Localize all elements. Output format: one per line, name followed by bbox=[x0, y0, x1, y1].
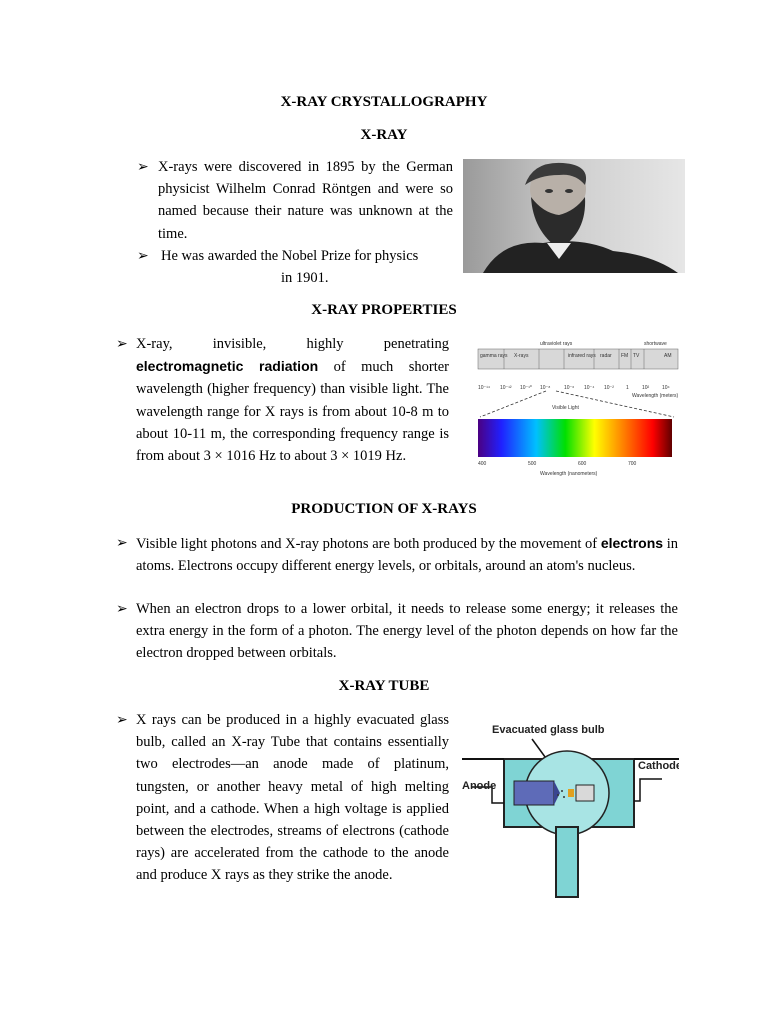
band-gamma: gamma rays bbox=[480, 353, 508, 359]
nm-tick: 400 bbox=[478, 461, 487, 467]
nm-label: Wavelength (nanometers) bbox=[540, 471, 598, 477]
wl-tick: 10⁻² bbox=[604, 385, 614, 391]
properties-text-post: of much shorter wavelength (higher frequency) than visible light. The wavelength range for X rays is from about 10-8 m to about 10-11 m, the corresponding frequency range is from about 3 × 1016 Hz to about 3 × 1019 Hz. bbox=[136, 359, 449, 465]
band-fm: FM bbox=[621, 353, 629, 359]
section-heading-xray: X-RAY bbox=[360, 127, 408, 143]
nm-tick: 500 bbox=[528, 461, 537, 467]
production-electrons: electrons bbox=[600, 535, 664, 551]
band-am: AM bbox=[664, 353, 672, 359]
bulb-label: Evacuated glass bulb bbox=[492, 724, 605, 736]
bullet-arrow-icon: ➢ bbox=[116, 536, 128, 551]
bullet-arrow-icon: ➢ bbox=[137, 160, 149, 175]
production-bullet-1 bbox=[136, 532, 678, 577]
wl-tick: 10² bbox=[642, 385, 650, 391]
band-tv: TV bbox=[633, 353, 640, 359]
wl-tick: 10⁻⁶ bbox=[564, 385, 575, 391]
roentgen-portrait bbox=[463, 159, 685, 273]
xray-discovery-text: X-rays were discovered in 1895 by the German physicist Wilhelm Conrad Röntgen and were so named because their nature was unknown at the time. bbox=[158, 159, 453, 242]
band-ir: infrared rays bbox=[568, 353, 596, 359]
band-shortwave: shortwave bbox=[644, 341, 667, 347]
wl-label: Wavelength (meters) bbox=[632, 393, 679, 399]
properties-text bbox=[136, 333, 449, 467]
wl-tick: 10⁻¹⁰ bbox=[520, 385, 532, 391]
band-xrays: X-rays bbox=[514, 353, 529, 359]
wl-tick: 10⁻¹⁴ bbox=[478, 385, 491, 391]
production-b1-pre: Visible light photons and X-ray photons are both produced by the movement of bbox=[136, 536, 598, 552]
production-b1-post: in atoms. Electrons occupy different energy levels, or orbitals, around an atom's nucleus. bbox=[136, 536, 679, 575]
xray-nobel-year: in 1901. bbox=[281, 270, 329, 286]
bullet-arrow-icon: ➢ bbox=[116, 337, 128, 352]
wl-tick: 10⁻⁴ bbox=[584, 385, 595, 391]
production-bullet-2: When an electron drops to a lower orbital, it needs to release some energy; it releases the extra energy in the form of a photon. The energy level of the photon depends on how far the electron dropped between orbitals. bbox=[136, 601, 678, 662]
section-heading-properties: X-RAY PROPERTIES bbox=[311, 302, 457, 318]
nm-tick: 600 bbox=[578, 461, 587, 467]
wl-tick: 1 bbox=[626, 385, 629, 391]
section-heading-production: PRODUCTION OF X-RAYS bbox=[291, 501, 477, 517]
wl-tick: 10⁴ bbox=[662, 385, 670, 391]
bullet-arrow-icon: ➢ bbox=[116, 713, 128, 728]
wl-tick: 10⁻¹² bbox=[500, 385, 512, 391]
nm-tick: 700 bbox=[628, 461, 637, 467]
xray-nobel-text: He was awarded the Nobel Prize for physics bbox=[161, 248, 419, 264]
properties-text-pre: X-ray, invisible, highly penetrating bbox=[136, 336, 449, 352]
bullet-arrow-icon: ➢ bbox=[116, 602, 128, 617]
properties-em-radiation: electromagnetic radiation bbox=[136, 358, 319, 375]
visible-light-label: Visible Light bbox=[552, 405, 579, 411]
em-spectrum-diagram bbox=[464, 335, 684, 485]
tube-text: X rays can be produced in a highly evacuated glass bulb, called an X-ray Tube that contains essentially two electrodes—an anode made of platinum, tungsten, or another heavy metal of high melting point, and a cathode. When a high voltage is applied between the electrodes, streams of electrons (cathode rays) are accelerated from the cathode to the anode and produce X rays as they strike the anode. bbox=[136, 712, 449, 884]
section-heading-tube: X-RAY TUBE bbox=[338, 678, 430, 694]
bullet-arrow-icon: ➢ bbox=[137, 249, 149, 264]
page-title: X-RAY CRYSTALLOGRAPHY bbox=[280, 94, 488, 110]
band-radar: radar bbox=[600, 353, 612, 359]
anode-label: Anode bbox=[462, 780, 497, 792]
band-uv: ultraviolet rays bbox=[540, 341, 573, 347]
wl-tick: 10⁻⁸ bbox=[540, 385, 551, 391]
xray-tube-diagram bbox=[462, 709, 679, 904]
cathode-label: Cathode bbox=[638, 760, 679, 772]
